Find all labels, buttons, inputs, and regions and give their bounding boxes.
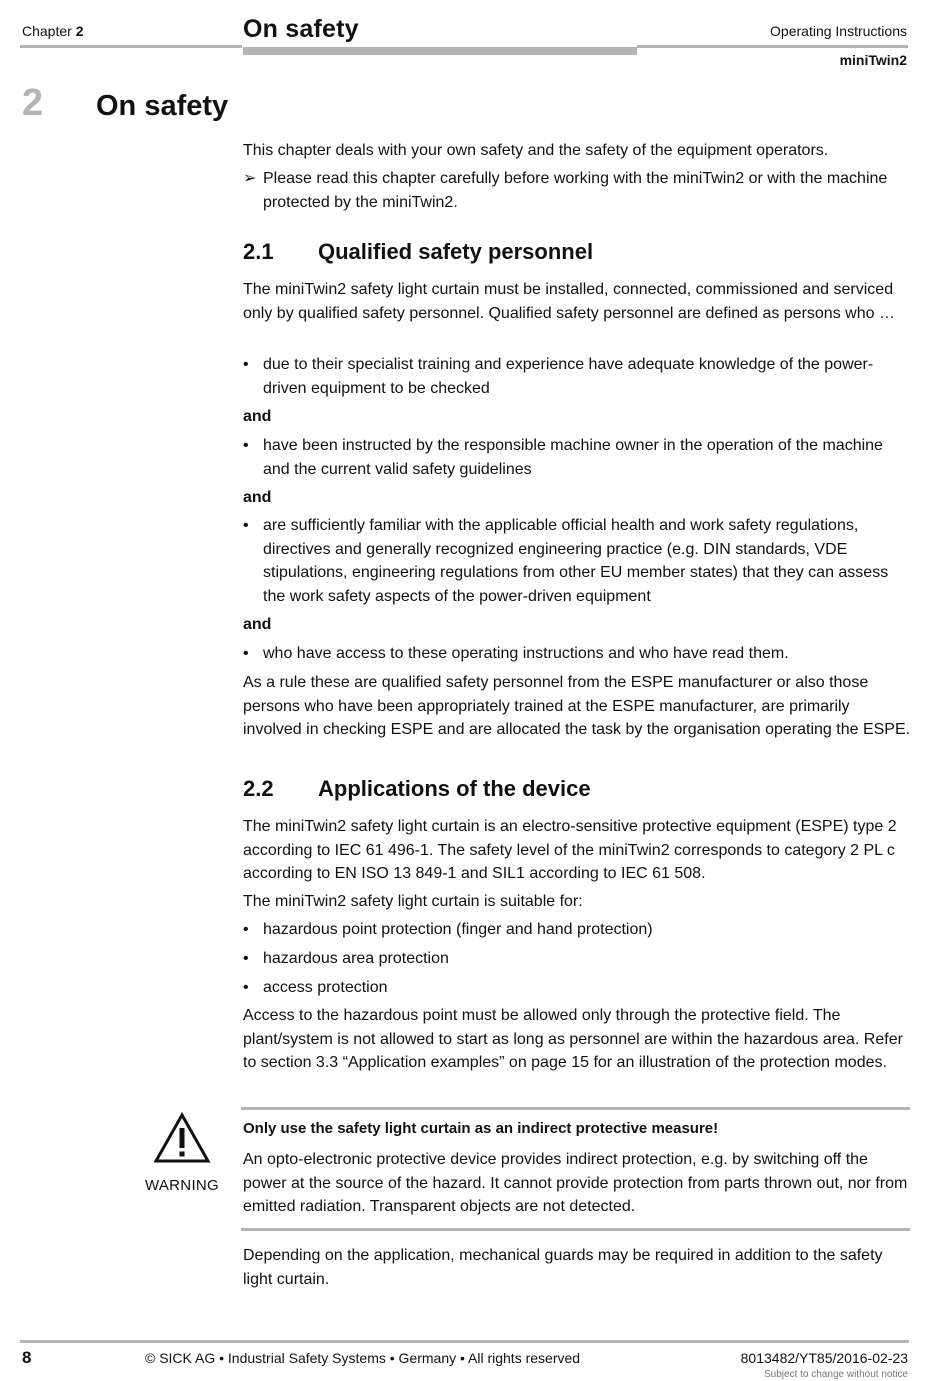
chapter-number: 2	[22, 82, 44, 124]
header-chapter-number: 2	[75, 23, 84, 39]
header-chapter-label	[22, 23, 84, 39]
list-item-text: have been instructed by the responsible machine owner in the operation of the machine and the current valid safety guidelines	[263, 437, 883, 478]
bullet-icon: •	[243, 517, 249, 534]
conjunction-and: and	[243, 616, 272, 633]
section-2-2-title: Applications of the device	[318, 776, 591, 801]
warning-text: An opto-electronic protective device provides indirect protection, e.g. by switching off the power at the source of the hazard. It cannot provide protection from parts thrown out, nor from emitted radiation. Transparent objects are not detected.	[243, 1151, 908, 1215]
footer-page-number: 8	[22, 1348, 32, 1367]
footer-doc-number: 8013482/YT85/2016-02-23	[740, 1350, 908, 1366]
header-rule-left	[20, 45, 242, 48]
conjunction-and: and	[243, 489, 272, 506]
header-product: miniTwin2	[839, 52, 907, 68]
bullet-icon: •	[243, 950, 249, 967]
section-2-2-para3: Access to the hazardous point must be allowed only through the protective field. The plant/system is not allowed to start as long as personnel are within the hazardous area. Refer to section 3.3 “Application examples” on page 15 for an illustration of the protection modes.	[243, 1007, 903, 1071]
bullet-icon: •	[243, 645, 249, 662]
header-rule-right	[637, 45, 908, 48]
header-chapter-word: Chapter	[22, 23, 72, 39]
list-item-text: hazardous point protection (finger and hand protection)	[263, 921, 653, 938]
after-warning-paragraph: Depending on the application, mechanical guards may be required in addition to the safety light curtain.	[243, 1247, 883, 1288]
chapter-instruction	[243, 167, 911, 214]
section-2-1-intro: The miniTwin2 safety light curtain must be installed, connected, commissioned and serviced only by qualified safety personnel. Qualified safety personnel are defined as persons who …	[243, 281, 895, 322]
section-2-1-closing: As a rule these are qualified safety personnel from the ESPE manufacturer or also those persons who have been appropriately trained at the ESPE manufacturer, are primarily involved in checking ESPE and are allocated the task by the organisation operating the ESPE.	[243, 674, 911, 738]
section-2-1-title: Qualified safety personnel	[318, 239, 594, 264]
header-doc-type: Operating Instructions	[770, 23, 907, 39]
list-item	[243, 514, 911, 608]
header-title-bar	[243, 47, 637, 55]
list-item-text: are sufficiently familiar with the applicable official health and work safety regulations, directives and generally recognized engineering practice (e.g. DIN standards, VDE stipulations, engineering regulations from other EU member states) that they can assess the work safety aspects of the power-driven equipment	[263, 517, 889, 605]
section-2-1-number: 2.1	[243, 239, 274, 264]
header-title: On safety	[243, 15, 359, 43]
warning-label: WARNING	[144, 1177, 220, 1194]
list-item	[243, 434, 911, 481]
footer-note: Subject to change without notice	[764, 1369, 908, 1380]
conjunction-and: and	[243, 408, 272, 425]
bullet-icon: •	[243, 979, 249, 996]
footer-copyright: © SICK AG • Industrial Safety Systems • Germany • All rights reserved	[145, 1350, 581, 1366]
list-item-text: access protection	[263, 979, 388, 996]
instruction-arrow-icon: ➢	[243, 170, 257, 187]
list-item-text: hazardous area protection	[263, 950, 449, 967]
bullet-icon: •	[243, 437, 249, 454]
section-2-2-para1: The miniTwin2 safety light curtain is an electro-sensitive protective equipment (ESPE) type 2 according to IEC 61 496-1. The safety level of the miniTwin2 corresponds to category 2 PL c according to EN ISO 13 849-1 and SIL1 according to IEC 61 508.	[243, 818, 897, 882]
list-item	[243, 976, 911, 1000]
warning-rule-top	[241, 1107, 910, 1110]
chapter-title: On safety	[96, 90, 229, 122]
bullet-icon: •	[243, 921, 249, 938]
list-item-text: who have access to these operating instructions and who have read them.	[263, 645, 789, 662]
list-item-text: due to their specialist training and experience have adequate knowledge of the power-driven equipment to be checked	[263, 356, 874, 397]
list-item	[243, 918, 911, 942]
chapter-intro: This chapter deals with your own safety and the safety of the equipment operators.	[243, 142, 829, 159]
bullet-icon: •	[243, 356, 249, 373]
warning-triangle-icon	[153, 1112, 211, 1164]
footer-rule	[20, 1340, 909, 1343]
list-item	[243, 642, 911, 666]
warning-heading: Only use the safety light curtain as an indirect protective measure!	[243, 1120, 719, 1137]
section-2-2-number: 2.2	[243, 776, 274, 801]
warning-rule-bottom	[241, 1228, 910, 1231]
list-item	[243, 353, 911, 400]
section-2-2-para2: The miniTwin2 safety light curtain is suitable for:	[243, 893, 583, 910]
instruction-text: Please read this chapter carefully before working with the miniTwin2 or with the machine protected by the miniTwin2.	[263, 170, 888, 211]
list-item	[243, 947, 911, 971]
